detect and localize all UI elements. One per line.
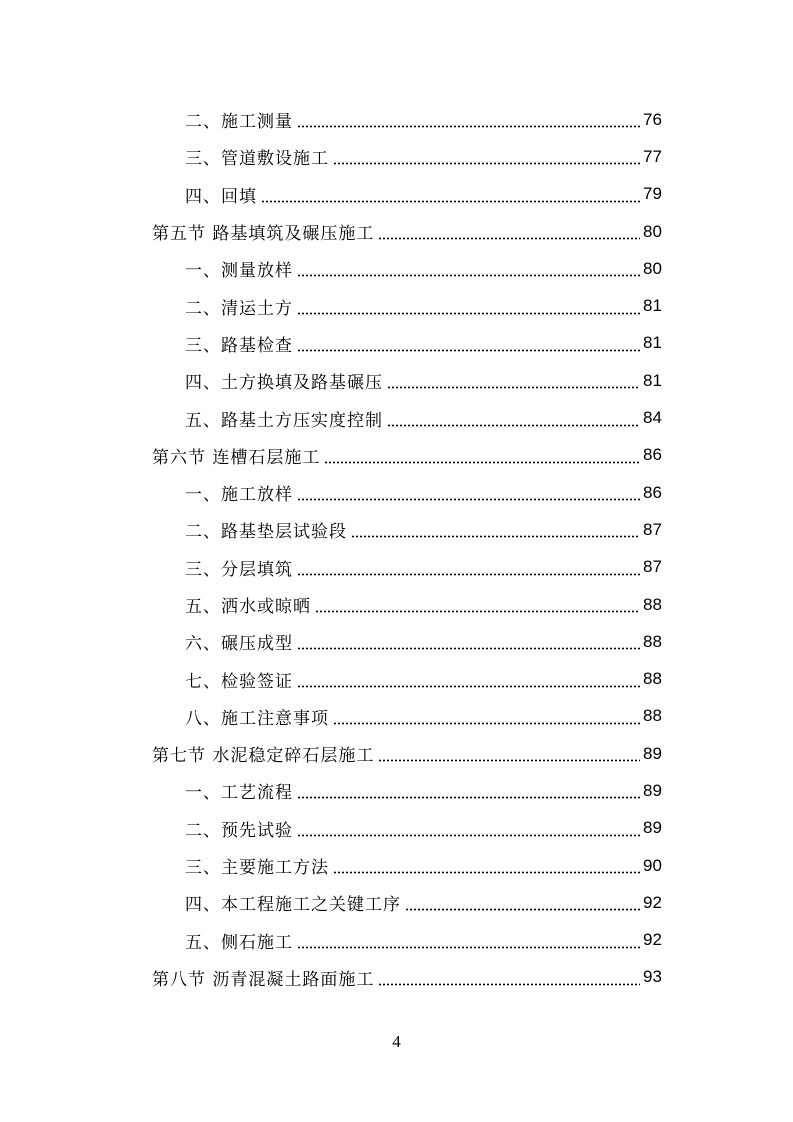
toc-entry[interactable] <box>0 922 793 959</box>
toc-section-entry[interactable] <box>0 735 793 772</box>
toc-entry[interactable] <box>0 698 793 735</box>
toc-dot-leader <box>333 857 640 874</box>
toc-dot-leader <box>297 633 640 650</box>
toc-entry-page: 90 <box>643 855 662 875</box>
toc-entry-page: 79 <box>643 184 662 204</box>
toc-entry-page: 89 <box>643 780 662 800</box>
toc-dot-leader <box>324 447 640 464</box>
toc-entry-label: 第七节 水泥稳定碎石层施工 <box>152 746 375 767</box>
toc-dot-leader <box>378 969 640 986</box>
toc-dot-leader <box>351 521 640 538</box>
toc-dot-leader <box>378 745 640 762</box>
toc-entry-page: 93 <box>643 967 662 987</box>
toc-dot-leader <box>405 894 640 911</box>
toc-dot-leader <box>315 596 640 613</box>
toc-entry-label: 三、分层填筑 <box>185 559 293 580</box>
toc-entry[interactable] <box>0 101 793 138</box>
toc-entry-page: 84 <box>643 408 662 428</box>
toc-entry-label: 四、回填 <box>185 186 257 207</box>
toc-entry-page: 80 <box>643 258 662 278</box>
toc-entry[interactable] <box>0 623 793 660</box>
toc-entry-page: 81 <box>643 333 662 353</box>
toc-entry-label: 二、施工测量 <box>185 112 293 133</box>
toc-dot-leader <box>297 260 640 277</box>
page-number: 4 <box>392 1032 401 1051</box>
toc-entry-label: 七、检验签证 <box>185 671 293 692</box>
toc-entry-page: 81 <box>643 370 662 390</box>
toc-entry-label: 二、路基垫层试验段 <box>185 522 347 543</box>
toc-entry[interactable] <box>0 287 793 324</box>
toc-entry-label: 四、本工程施工之关键工序 <box>185 895 401 916</box>
toc-dot-leader <box>297 559 640 576</box>
toc-entry[interactable] <box>0 250 793 287</box>
toc-entry-page: 92 <box>643 892 662 912</box>
toc-dot-leader <box>333 148 640 165</box>
toc-entry-label: 三、主要施工方法 <box>185 858 329 879</box>
toc-dot-leader <box>378 223 640 240</box>
toc-entry-label: 四、土方换填及路基碾压 <box>185 373 383 394</box>
toc-dot-leader <box>297 298 640 315</box>
toc-entry-label: 三、路基检查 <box>185 335 293 356</box>
toc-entry-page: 86 <box>643 482 662 502</box>
toc-dot-leader <box>297 111 640 128</box>
toc-entry-page: 77 <box>643 146 662 166</box>
toc-section-entry[interactable] <box>0 959 793 996</box>
toc-entry[interactable] <box>0 586 793 623</box>
toc-entry-page: 89 <box>643 818 662 838</box>
toc-entry-page: 92 <box>643 930 662 950</box>
toc-entry-label: 六、碾压成型 <box>185 634 293 655</box>
toc-entry[interactable] <box>0 884 793 921</box>
toc-entry[interactable] <box>0 176 793 213</box>
toc-entry-label: 五、侧石施工 <box>185 932 293 953</box>
toc-entry-label: 第六节 连槽石层施工 <box>152 447 321 468</box>
toc-entry-page: 86 <box>643 445 662 465</box>
toc-entry-label: 五、洒水或晾晒 <box>185 597 311 617</box>
table-of-contents <box>0 101 793 996</box>
toc-dot-leader <box>297 671 640 688</box>
toc-dot-leader <box>333 708 640 725</box>
toc-entry-page: 88 <box>643 706 662 726</box>
toc-entry-page: 89 <box>643 743 662 763</box>
toc-dot-leader <box>297 335 640 352</box>
toc-entry-page: 88 <box>643 669 662 689</box>
toc-dot-leader <box>297 484 640 501</box>
toc-entry-label: 一、测量放样 <box>185 261 293 282</box>
toc-entry[interactable] <box>0 847 793 884</box>
toc-entry-page: 87 <box>643 519 662 539</box>
toc-entry-page: 81 <box>643 296 662 316</box>
toc-entry-label: 三、管道敷设施工 <box>185 149 329 170</box>
toc-entry[interactable] <box>0 810 793 847</box>
toc-entry[interactable] <box>0 399 793 436</box>
toc-dot-leader <box>387 410 640 427</box>
toc-entry[interactable] <box>0 362 793 399</box>
toc-entry[interactable] <box>0 138 793 175</box>
toc-entry-label: 八、施工注意事项 <box>185 708 329 729</box>
toc-section-entry[interactable] <box>0 213 793 250</box>
toc-entry-page: 88 <box>643 594 662 614</box>
toc-entry-page: 88 <box>643 631 662 651</box>
toc-entry[interactable] <box>0 325 793 362</box>
toc-entry[interactable] <box>0 474 793 511</box>
toc-section-entry[interactable] <box>0 437 793 474</box>
toc-dot-leader <box>261 186 640 203</box>
toc-entry-page: 87 <box>643 557 662 577</box>
toc-entry-label: 一、施工放样 <box>185 485 293 506</box>
toc-dot-leader <box>297 782 640 799</box>
toc-entry-label: 第五节 路基填筑及碾压施工 <box>152 224 375 245</box>
toc-entry[interactable] <box>0 660 793 697</box>
toc-entry-page: 80 <box>643 221 662 241</box>
toc-entry[interactable] <box>0 511 793 548</box>
toc-entry-label: 第八节 沥青混凝土路面施工 <box>152 969 375 990</box>
toc-dot-leader <box>387 372 640 389</box>
toc-dot-leader <box>297 820 640 837</box>
toc-entry-label: 五、路基土方压实度控制 <box>185 410 383 431</box>
toc-entry-label: 二、清运土方 <box>185 298 293 319</box>
toc-entry-page: 76 <box>643 109 662 129</box>
toc-entry[interactable] <box>0 772 793 809</box>
toc-dot-leader <box>297 932 640 949</box>
toc-entry-label: 二、预先试验 <box>185 820 293 841</box>
toc-entry[interactable] <box>0 549 793 586</box>
toc-entry-label: 一、工艺流程 <box>185 783 293 804</box>
